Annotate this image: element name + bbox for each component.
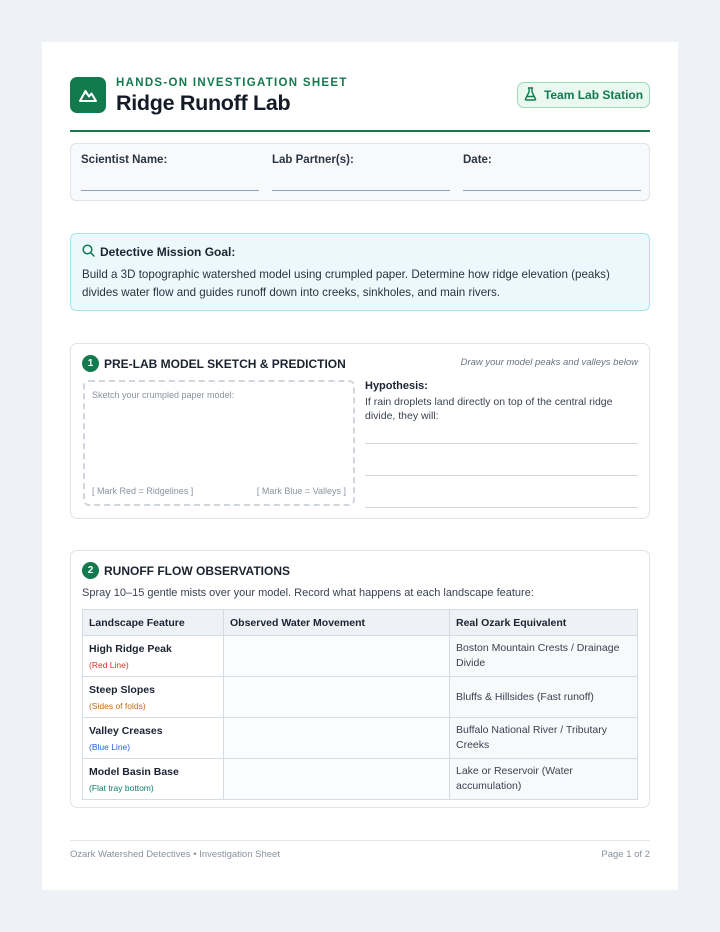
search-icon [82,244,95,260]
ozark-equivalent-cell: Buffalo National River / Tributary Creeks [450,718,638,759]
mission-goal-text: Build a 3D topographic watershed model using crumpled paper. Determine how ridge elevation (peaks) divides water flow and guides runoff down into creeks, sinkholes, and main rivers. [82,268,610,299]
observation-table [82,609,638,800]
feature-marker-note: (Sides of folds) [89,701,146,711]
page-title: Ridge Runoff Lab [116,91,291,115]
mission-goal-box [70,233,650,311]
observation-cell[interactable] [224,677,450,718]
lab-partner-field[interactable] [272,154,450,166]
column-header: Landscape Feature [83,610,224,636]
section-number-badge: 1 [82,355,99,372]
flask-icon [524,87,537,104]
column-header: Real Ozark Equivalent [450,610,638,636]
feature-name: High Ridge Peak [89,643,172,655]
footer-divider [70,840,650,841]
sketch-legend-red: [ Mark Red = Ridgelines ] [92,486,194,496]
feature-name: Model Basin Base [89,766,179,778]
mission-goal-heading: Detective Mission Goal: [100,245,236,259]
scientist-name-field[interactable] [81,154,259,166]
section-title: PRE-LAB MODEL SKETCH & PREDICTION [104,357,346,371]
scientist-name-line[interactable] [81,190,259,191]
hypothesis-title: Hypothesis: [365,380,428,392]
ozark-equivalent-cell: Boston Mountain Crests / Drainage Divide [450,636,638,677]
station-label: Team Lab Station [543,88,644,102]
hypothesis-line[interactable] [365,507,638,508]
lab-partner-label: Lab Partner(s): [272,154,354,166]
section-note: Draw your model peaks and valleys below [460,357,638,368]
ozark-equivalent-cell: Bluffs & Hillsides (Fast runoff) [450,677,638,718]
student-info-box [70,143,650,201]
observation-cell[interactable] [224,636,450,677]
ozark-equivalent-cell: Lake or Reservoir (Water accumulation) [450,759,638,800]
scientist-name-label: Scientist Name: [81,154,168,166]
table-row [83,677,638,718]
table-row [83,718,638,759]
hypothesis-line[interactable] [365,475,638,476]
feature-cell [83,759,224,800]
worksheet-page [42,42,678,890]
section-runoff-observations [70,550,650,808]
feature-cell [83,636,224,677]
column-header: Observed Water Movement [224,610,450,636]
feature-marker-note: (Blue Line) [89,742,131,752]
sketch-legend-blue: [ Mark Blue = Valleys ] [256,486,346,496]
table-row [83,636,638,677]
section-title: RUNOFF FLOW OBSERVATIONS [104,564,290,578]
header [70,77,650,131]
section-instructions: Spray 10–15 gentle mists over your model. Record what happens at each landscape feature: [82,587,534,599]
table-header-row [83,610,638,636]
feature-marker-note: (Red Line) [89,660,129,670]
date-line[interactable] [463,190,641,191]
lab-partner-line[interactable] [272,190,450,191]
feature-name: Steep Slopes [89,684,155,696]
section-number-badge: 2 [82,562,99,579]
sketch-label: Sketch your crumpled paper model: [92,390,235,400]
observation-cell[interactable] [224,718,450,759]
feature-marker-note: (Flat tray bottom) [89,783,154,793]
page-number: Page 1 of 2 [601,849,650,860]
team-lab-station-badge [517,82,650,108]
feature-cell [83,677,224,718]
observation-cell[interactable] [224,759,450,800]
header-divider [70,130,650,132]
feature-cell [83,718,224,759]
hypothesis-line[interactable] [365,443,638,444]
table-row [83,759,638,800]
date-label: Date: [463,154,492,166]
sheet-kicker: HANDS-ON INVESTIGATION SHEET [116,77,348,89]
footer-title: Ozark Watershed Detectives • Investigation Sheet [70,849,280,860]
sketch-area[interactable] [83,380,355,506]
hypothesis-prompt: If rain droplets land directly on top of the central ridge divide, they will: [365,396,613,422]
section-prelab-sketch [70,343,650,519]
mountain-icon [70,77,106,113]
feature-name: Valley Creases [89,725,163,737]
date-field[interactable] [463,154,641,166]
